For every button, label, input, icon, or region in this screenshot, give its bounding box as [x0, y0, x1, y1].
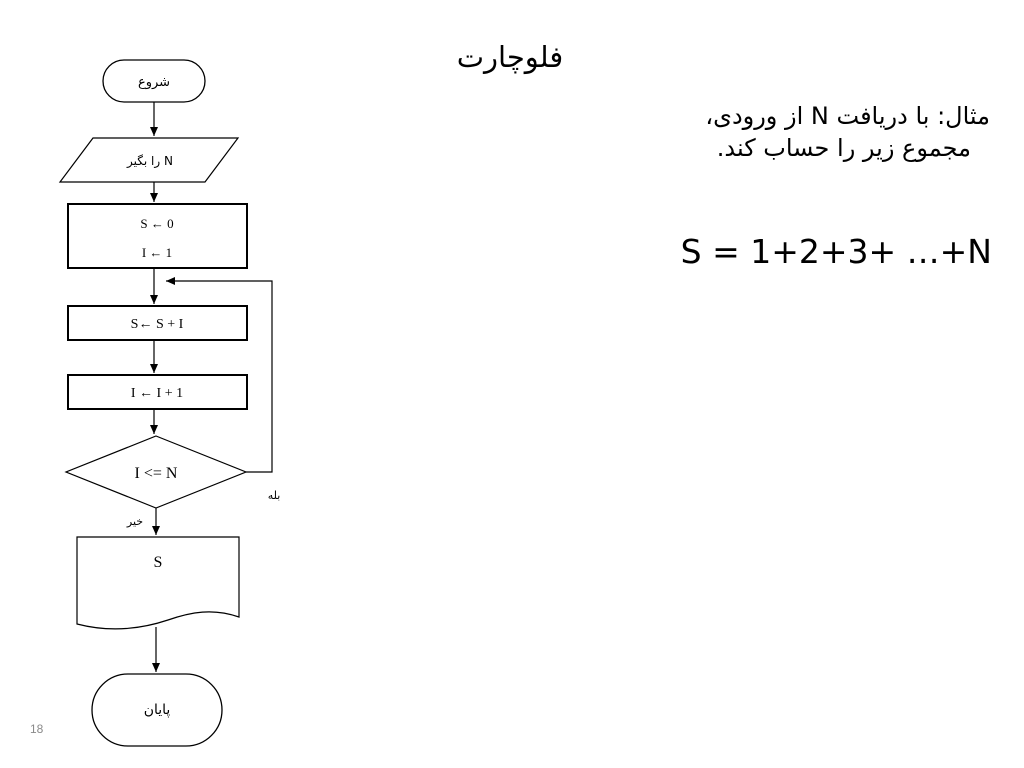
- init-s-label: S ← 0: [140, 216, 174, 231]
- example-line-2: مجموع زیر را حساب کند.: [716, 134, 971, 162]
- example-line-1: مثال: با دریافت N از ورودی،: [705, 102, 990, 130]
- end-label: پایان: [143, 702, 171, 718]
- input-label: N را بگیر: [127, 154, 173, 168]
- output-document: [77, 537, 239, 629]
- end-terminal: [92, 674, 222, 746]
- increment-label: I ← I + 1: [130, 386, 184, 401]
- decision-diamond: [66, 436, 246, 508]
- start-terminal: [103, 60, 205, 102]
- yes-label: بله: [267, 489, 281, 502]
- slide-title: فلوچارت: [456, 40, 564, 74]
- sum-formula: S = 1+2+3+ …+N: [680, 232, 992, 271]
- init-process: [68, 204, 247, 268]
- accumulate-process: [68, 306, 247, 340]
- input-parallelogram: [60, 138, 238, 182]
- condition-label: I <= N: [134, 465, 178, 482]
- page-number: 18: [30, 722, 44, 736]
- accumulate-label: S← S + I: [130, 317, 184, 332]
- no-label: خیر: [126, 515, 144, 528]
- output-label: S: [153, 554, 163, 571]
- increment-process: [68, 375, 247, 409]
- init-i-label: I ← 1: [141, 245, 173, 260]
- start-label: شروع: [137, 75, 171, 90]
